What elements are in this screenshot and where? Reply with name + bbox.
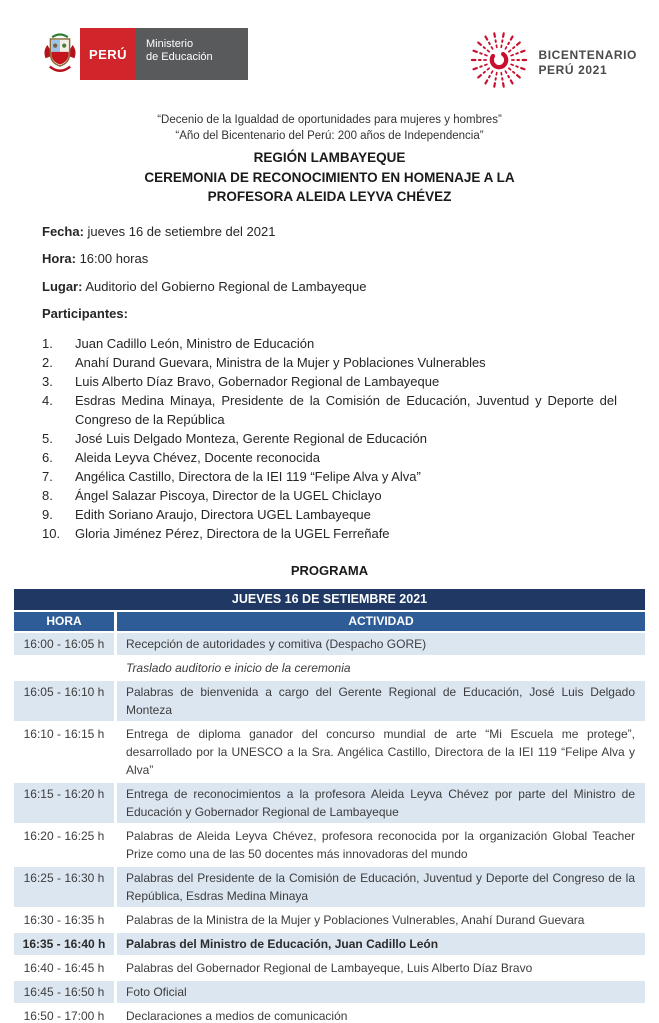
bicentenario-logo xyxy=(469,30,637,95)
table-row xyxy=(14,981,645,1005)
list-item xyxy=(42,353,617,372)
list-item-number: 3. xyxy=(42,373,53,389)
list-item-number: 9. xyxy=(42,506,53,522)
row-hora: 16:20 - 16:25 h xyxy=(14,825,117,865)
row-hora: 16:25 - 16:30 h xyxy=(14,867,117,907)
list-item-number: 8. xyxy=(42,487,53,503)
list-item-text: Edith Soriano Araujo, Directora UGEL Lambayeque xyxy=(75,506,371,522)
list-item-text: Juan Cadillo León, Ministro de Educación xyxy=(75,335,315,351)
list-item xyxy=(42,467,617,486)
table-row xyxy=(14,957,645,981)
row-actividad: Foto Oficial xyxy=(126,984,187,999)
column-header-hora: HORA xyxy=(14,612,117,631)
list-item-number: 5. xyxy=(42,430,53,446)
title-ceremony-line1: CEREMONIA DE RECONOCIMIENTO EN HOMENAJE A LA xyxy=(144,169,515,185)
row-actividad: Palabras de bienvenida a cargo del Gerente Regional de Educación, José Luis Delgado Monteza xyxy=(126,684,635,717)
document-header xyxy=(0,0,659,95)
column-header-actividad: ACTIVIDAD xyxy=(117,612,645,631)
row-hora: 16:10 - 16:15 h xyxy=(14,723,117,781)
programa-table xyxy=(14,589,645,1023)
list-item-text: Anahí Durand Guevara, Ministra de la Mujer y Poblaciones Vulnerables xyxy=(75,354,486,370)
table-column-headers xyxy=(14,612,645,633)
table-row xyxy=(14,783,645,825)
table-row xyxy=(14,723,645,783)
table-row xyxy=(14,657,645,681)
table-row xyxy=(14,1005,645,1023)
list-item xyxy=(42,391,617,429)
bicentenario-line1: BICENTENARIO xyxy=(538,47,637,62)
minedu-logo xyxy=(40,28,248,80)
row-actividad: Palabras del Gobernador Regional de Lambayeque, Luis Alberto Díaz Bravo xyxy=(126,960,533,975)
list-item-number: 4. xyxy=(42,392,53,408)
list-item-text: Esdras Medina Minaya, Presidente de la Comisión de Educación, Juventud y Deporte del Congreso de la República xyxy=(75,392,617,427)
list-item xyxy=(42,372,617,391)
row-hora: 16:00 - 16:05 h xyxy=(14,633,117,655)
detail-fecha xyxy=(42,224,617,239)
row-hora: 16:50 - 17:00 h xyxy=(14,1005,117,1023)
detail-fecha-value: jueves 16 de setiembre del 2021 xyxy=(83,223,276,239)
row-hora: 16:15 - 16:20 h xyxy=(14,783,117,823)
list-item-number: 7. xyxy=(42,468,53,484)
peru-coat-of-arms-icon xyxy=(40,28,80,80)
detail-lugar-label: Lugar: xyxy=(42,278,83,294)
bicentenario-spiral-icon xyxy=(469,30,529,95)
table-row xyxy=(14,633,645,657)
list-item-text: Luis Alberto Díaz Bravo, Gobernador Regional de Lambayeque xyxy=(75,373,440,389)
list-item-text: Gloria Jiménez Pérez, Directora de la UGEL Ferreñafe xyxy=(75,525,390,541)
list-item xyxy=(42,524,617,543)
official-quotes xyxy=(0,112,659,144)
participants-list xyxy=(42,334,617,543)
peru-logo-label: PERÚ xyxy=(88,46,128,62)
programa-heading: PROGRAMA xyxy=(290,562,369,578)
table-row-highlighted xyxy=(14,933,645,957)
row-hora xyxy=(14,657,117,679)
row-actividad: Palabras de la Ministra de la Mujer y Poblaciones Vulnerables, Anahí Durand Guevara xyxy=(126,912,585,927)
table-row xyxy=(14,867,645,909)
detail-hora-value: 16:00 horas xyxy=(75,251,149,266)
detail-participantes xyxy=(42,306,617,321)
detail-lugar xyxy=(42,279,617,294)
list-item-text: Angélica Castillo, Directora de la IEI 119 “Felipe Alva y Alva” xyxy=(75,468,421,484)
row-actividad: Palabras del Ministro de Educación, Juan Cadillo León xyxy=(126,936,439,951)
row-hora: 16:40 - 16:45 h xyxy=(14,957,117,979)
list-item-number: 2. xyxy=(42,354,53,370)
event-details xyxy=(42,224,617,322)
table-row xyxy=(14,825,645,867)
bicentenario-wordmark xyxy=(538,48,637,78)
list-item-text: Aleida Leyva Chévez, Docente reconocida xyxy=(75,449,320,465)
row-hora: 16:05 - 16:10 h xyxy=(14,681,117,721)
list-item-number: 10. xyxy=(42,525,61,541)
list-item-text: Ángel Salazar Piscoya, Director de la UGEL Chiclayo xyxy=(75,487,382,503)
quote-line-1: “Decenio de la Igualdad de oportunidades para mujeres y hombres” xyxy=(157,114,502,126)
table-row xyxy=(14,681,645,723)
detail-lugar-value: Auditorio del Gobierno Regional de Lambayeque xyxy=(82,278,367,294)
row-actividad: Declaraciones a medios de comunicación xyxy=(126,1008,348,1023)
row-actividad: Entrega de reconocimientos a la profesora Aleida Leyva Chévez por parte del Ministro de Educación y Gobernador Regional de Lambayeque xyxy=(126,786,635,819)
list-item xyxy=(42,505,617,524)
list-item xyxy=(42,429,617,448)
row-actividad: Entrega de diploma ganador del concurso mundial de arte “Mi Escuela me protege”, desarrollado por la UNESCO a la Sra. Angélica Castillo, Directora de la IEI 119 “Felipe Alva y Alva” xyxy=(126,726,635,777)
row-actividad: Palabras de Aleida Leyva Chévez, profesora reconocida por la organización Global Teacher Prize como una de las 50 docentes más innovadoras del mundo xyxy=(126,828,635,861)
row-hora: 16:30 - 16:35 h xyxy=(14,909,117,931)
ministry-logo-block xyxy=(136,28,248,80)
title-region: REGIÓN LAMBAYEQUE xyxy=(253,150,406,165)
list-item-number: 1. xyxy=(42,335,53,351)
ministry-label-line2: de Educación xyxy=(146,51,213,63)
detail-hora-label: Hora: xyxy=(42,251,76,266)
table-row xyxy=(14,909,645,933)
list-item xyxy=(42,486,617,505)
row-actividad: Palabras del Presidente de la Comisión de Educación, Juventud y Deporte del Congreso de la República, Esdras Medina Minaya xyxy=(126,870,635,903)
table-date-header: JUEVES 16 DE SETIEMBRE 2021 xyxy=(14,589,645,612)
ministry-label-line1: Ministerio xyxy=(146,38,194,50)
quote-line-2: “Año del Bicentenario del Perú: 200 años de Independencia” xyxy=(175,130,484,142)
list-item xyxy=(42,334,617,353)
row-actividad: Recepción de autoridades y comitiva (Despacho GORE) xyxy=(126,636,427,651)
row-hora: 16:35 - 16:40 h xyxy=(14,933,117,955)
title-ceremony-line2: PROFESORA ALEIDA LEYVA CHÉVEZ xyxy=(207,189,452,204)
detail-fecha-label: Fecha: xyxy=(42,223,84,239)
list-item xyxy=(42,448,617,467)
list-item-number: 6. xyxy=(42,449,53,465)
peru-logo-block xyxy=(80,28,136,80)
list-item-text: José Luis Delgado Monteza, Gerente Regional de Educación xyxy=(75,430,427,446)
detail-participantes-label: Participantes: xyxy=(42,306,128,321)
document-title xyxy=(0,148,659,207)
row-actividad: Traslado auditorio e inicio de la ceremonia xyxy=(126,660,351,675)
detail-hora xyxy=(42,251,617,266)
bicentenario-line2: PERÚ 2021 xyxy=(538,62,608,77)
row-hora: 16:45 - 16:50 h xyxy=(14,981,117,1003)
